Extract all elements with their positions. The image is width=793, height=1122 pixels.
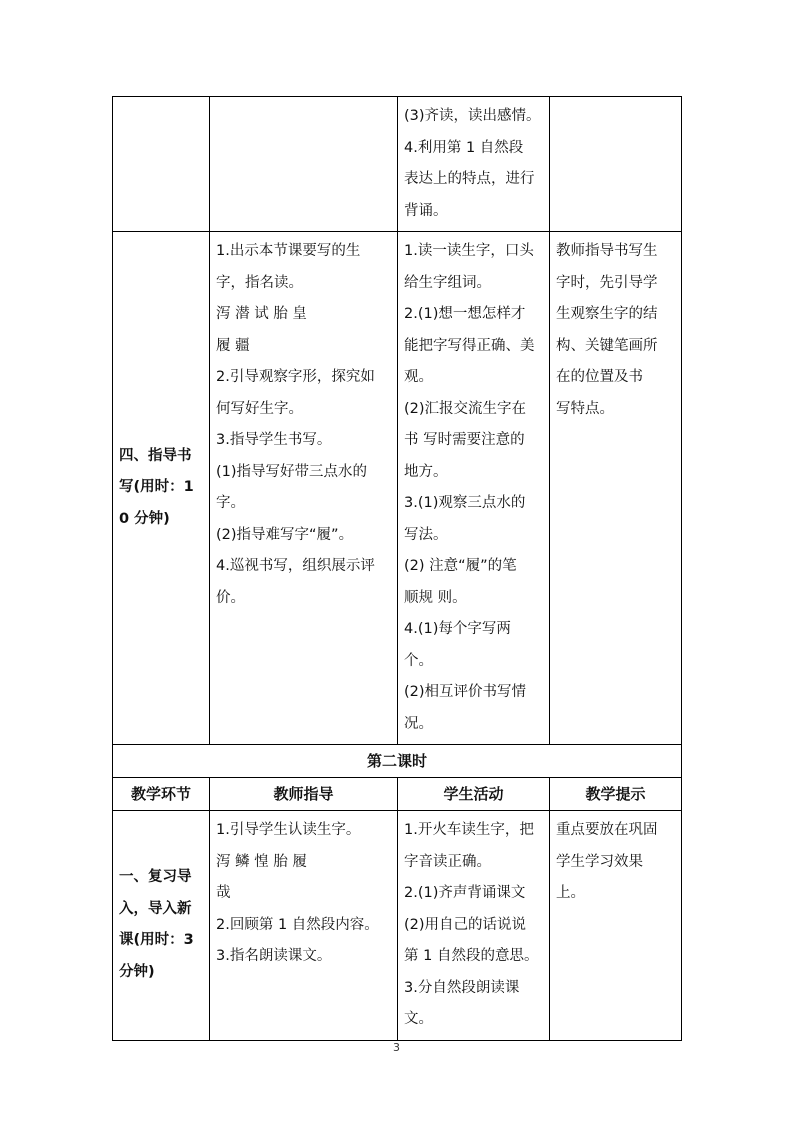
table-row-continued [113,97,682,232]
text-line: 字音读正确。 [404,853,491,870]
text-line: 2.引导观察字形，探究如 [216,369,375,385]
text-line: 写特点。 [556,400,614,417]
text-line: 3.指名朗读课文。 [216,948,332,964]
cell-section-continued [113,97,210,232]
text-line: 泻 潜 试 胎 皇 [216,306,307,322]
lesson-plan-table [112,96,682,1041]
text-line: 教师指导书写生 [556,243,658,259]
table-row-section-four [113,232,682,745]
text-line: 3.分自然段朗读课 [404,979,520,996]
cell-section-four: 四、指导书写(用时：10 分钟) [113,232,210,745]
text-line: 表达上的特点，进行 [404,171,535,187]
text-line: 1.开火车读生字，把 [404,822,534,838]
text-line: 价。 [216,589,245,606]
text-line: (3)齐读，读出感情。 [404,108,541,124]
cell-teacher-continued [210,97,398,232]
text-line: 构、关键笔画所 [556,337,658,354]
text-line: (2)汇报交流生字在 [404,400,527,417]
text-line: 写法。 [404,526,448,543]
text-line: 2.回顾第 1 自然段内容。 [216,916,379,933]
text-line: (2)指导难写字“履”。 [216,526,354,543]
text-line: 背诵。 [404,202,448,219]
text-line: 顺规 则。 [404,589,467,606]
text-line: 何写好生字。 [216,400,303,417]
text-line: 2.(1)齐声背诵课文 [404,885,526,901]
text-line: 字。 [216,495,245,511]
text-line: 3.(1)观察三点水的 [404,495,526,511]
cell-teacher-section-one [210,811,398,1041]
cell-tips-section-one [550,811,682,1041]
text-line: 上。 [556,885,585,901]
text-line: 在的位置及书 [556,369,643,385]
cell-student-section-four [398,232,550,745]
column-header-teacher: 教师指导 [210,778,398,811]
cell-section-one: 一、复习导入，导入新课(用时：3 分钟) [113,811,210,1041]
cell-tips-continued [550,97,682,232]
text-line: (1)指导写好带三点水的 [216,463,368,480]
lesson-title: 第二课时 [113,745,682,778]
text-line: (2)用自己的话说说 [404,916,527,933]
text-line: 1.读一读生字，口头 [404,243,534,259]
text-line: 4.利用第 1 自然段 [404,139,524,156]
cell-teacher-section-four [210,232,398,745]
text-line: 况。 [404,715,433,732]
table-row-section-one [113,811,682,1041]
text-line: 1.引导学生认读生字。 [216,822,361,838]
text-line: 第 1 自然段的意思。 [404,948,539,964]
text-line: 生观察生字的结 [556,306,658,322]
text-line: 文。 [404,1011,433,1027]
text-line: 履 疆 [216,337,250,354]
text-line: 字，指名读。 [216,274,303,291]
table-header-row [113,778,682,811]
text-line: (2) 注意“履”的笔 [404,558,517,574]
text-line: (2)相互评价书写情 [404,684,527,700]
text-line: 学生学习效果 [556,853,643,870]
text-line: 4.巡视书写，组织展示评 [216,558,375,574]
text-line: 3.指导学生书写。 [216,432,332,448]
cell-student-section-one [398,811,550,1041]
text-line: 字时，先引导学 [556,274,658,291]
text-line: 能把字写得正确、美 [404,337,535,354]
text-line: 1.出示本节课要写的生 [216,243,361,259]
page-number: 3 [393,1041,400,1054]
text-line: 个。 [404,652,433,669]
text-line: 书 写时需要注意的 [404,432,525,448]
text-line: 4.(1)每个字写两 [404,621,511,637]
column-header-section: 教学环节 [113,778,210,811]
text-line: 地方。 [404,463,448,480]
text-line: 重点要放在巩固 [556,822,658,838]
column-header-student: 学生活动 [398,778,550,811]
cell-tips-section-four [550,232,682,745]
text-line: 给生字组词。 [404,274,491,291]
text-line: 观。 [404,369,433,385]
text-line: 泻 鳞 惶 胎 履 [216,853,307,870]
table-row-lesson-title [113,745,682,778]
cell-student-continued [398,97,550,232]
text-line: 哉 [216,885,231,901]
text-line: 2.(1)想一想怎样才 [404,306,526,322]
column-header-tips: 教学提示 [550,778,682,811]
